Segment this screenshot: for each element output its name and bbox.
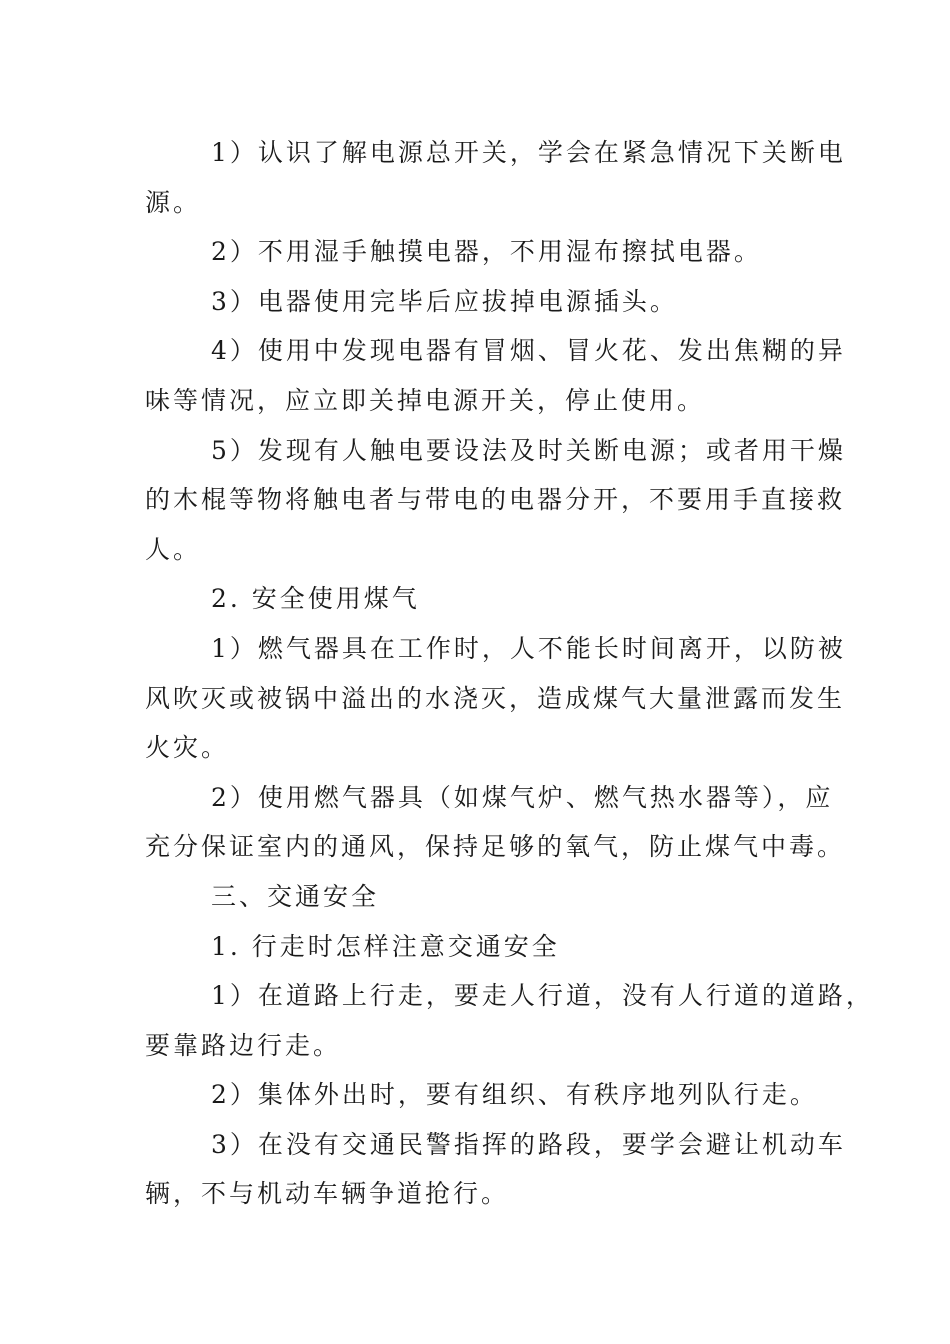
section-heading-gas xyxy=(145,574,813,624)
text-line: 三、交通安全 xyxy=(211,881,380,911)
text-line: 2）不用湿手触摸电器，不用湿布擦拭电器。 xyxy=(211,237,762,267)
text-line: 1. 行走时怎样注意交通安全 xyxy=(211,931,560,961)
paragraph-walking-3 xyxy=(145,1120,846,1219)
paragraph-electric-4 xyxy=(145,326,846,425)
text-line: 1）认识了解电源总开关，学会在紧急情况下关断电 xyxy=(211,138,846,167)
document-body xyxy=(145,128,874,1219)
text-line: 人。 xyxy=(145,534,202,564)
subsection-heading-walking xyxy=(145,922,813,972)
text-line: 辆，不与机动车辆争道抢行。 xyxy=(145,1179,510,1209)
text-line: 1）燃气器具在工作时，人不能长时间离开，以防被 xyxy=(211,633,846,663)
text-line: 3）电器使用完毕后应拔掉电源插头。 xyxy=(211,286,678,316)
paragraph-electric-5 xyxy=(145,426,846,575)
text-line: 火灾。 xyxy=(145,733,230,763)
paragraph-gas-1 xyxy=(145,624,846,773)
text-line: 的木棍等物将触电者与带电的电器分开，不要用手直接救 xyxy=(145,485,846,515)
paragraph-electric-1 xyxy=(145,128,846,227)
text-line: 2）集体外出时，要有组织、有秩序地列队行走。 xyxy=(211,1080,818,1110)
text-line: 充分保证室内的通风，保持足够的氧气，防止煤气中毒。 xyxy=(145,832,846,862)
text-line: 2）使用燃气器具（如煤气炉、燃气热水器等），应 xyxy=(211,782,834,812)
text-line: 5）发现有人触电要设法及时关断电源；或者用干燥 xyxy=(211,435,846,465)
text-line: 1）在道路上行走，要走人行道，没有人行道的道路， xyxy=(211,981,874,1011)
paragraph-gas-2 xyxy=(145,773,846,872)
text-line: 2. 安全使用煤气 xyxy=(211,584,420,614)
paragraph-electric-2 xyxy=(145,227,813,277)
text-line: 风吹灭或被锅中溢出的水浇灭，造成煤气大量泄露而发生 xyxy=(145,683,846,713)
text-line: 4）使用中发现电器有冒烟、冒火花、发出焦糊的异 xyxy=(211,336,846,366)
section-heading-traffic xyxy=(145,872,813,922)
paragraph-electric-3 xyxy=(145,277,813,327)
text-line: 源。 xyxy=(145,187,202,217)
paragraph-walking-1 xyxy=(145,971,874,1070)
text-line: 3）在没有交通民警指挥的路段，要学会避让机动车 xyxy=(211,1129,846,1159)
paragraph-walking-2 xyxy=(145,1070,818,1120)
text-line: 味等情况，应立即关掉电源开关，停止使用。 xyxy=(145,385,706,415)
text-line: 要靠路边行走。 xyxy=(145,1030,342,1060)
